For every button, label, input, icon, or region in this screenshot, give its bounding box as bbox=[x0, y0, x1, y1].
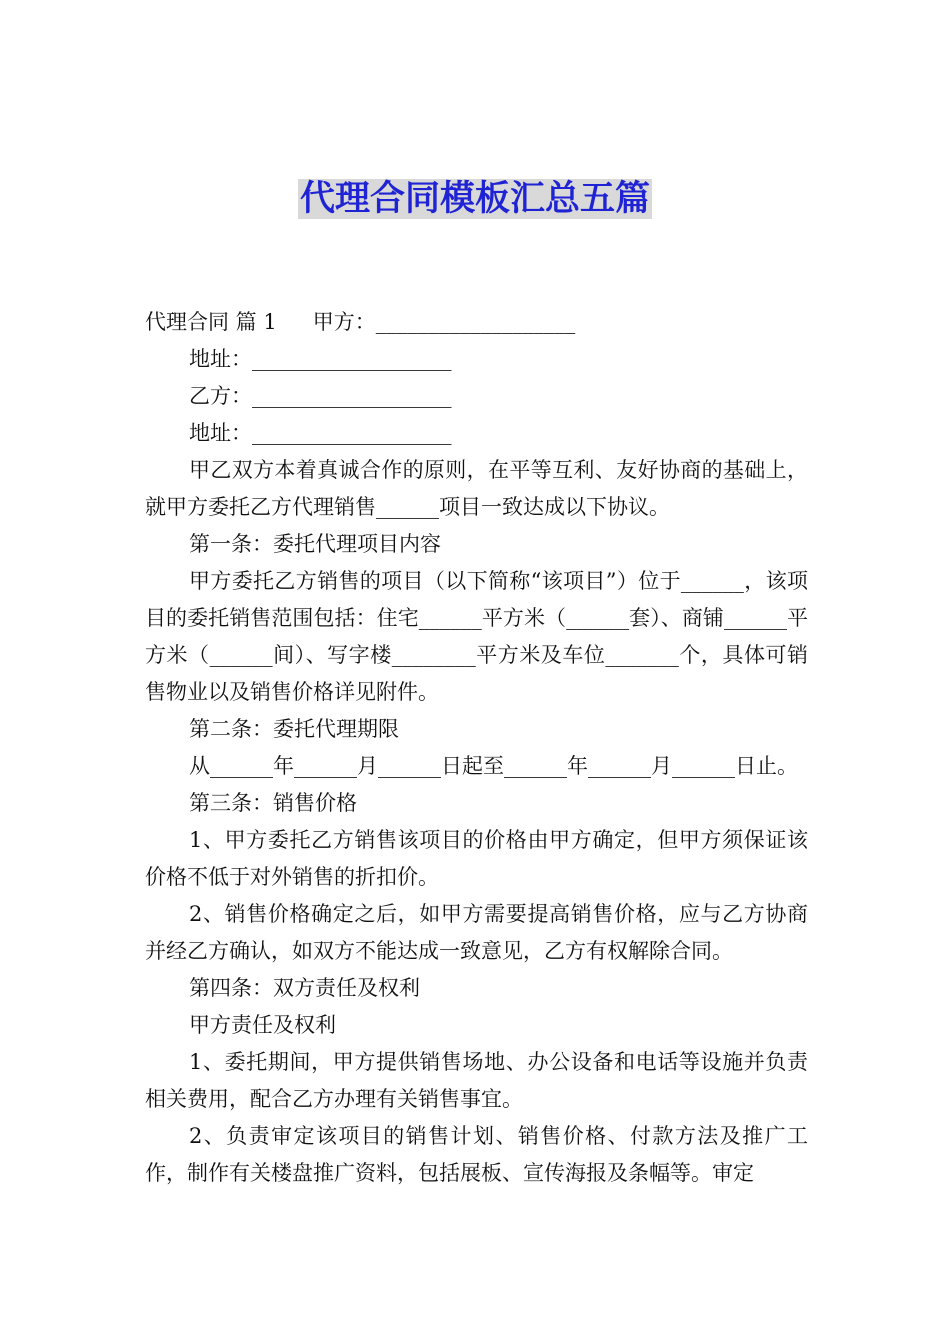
section-label: 代理合同 篇 1 bbox=[145, 310, 277, 334]
document-body bbox=[145, 304, 808, 1192]
address-a-field: 地址：___________________ bbox=[189, 347, 452, 371]
document-title bbox=[0, 176, 950, 222]
paragraph-duty-1: 1、委托期间，甲方提供销售场地、办公设备和电话等设施并负责相关费用，配合乙方办理有关销售事宜。 bbox=[145, 1050, 808, 1111]
paragraph-price-1: 1、甲方委托乙方销售该项目的价格由甲方确定，但甲方须保证该价格不低于对外销售的折扣价。 bbox=[145, 828, 808, 889]
party-a-field: 甲方：___________________ bbox=[312, 310, 576, 334]
document-title-text: 代理合同模板汇总五篇 bbox=[299, 179, 650, 219]
paragraph-duty-2: 2、负责审定该项目的销售计划、销售价格、付款方法及推广工作，制作有关楼盘推广资料，包括展板、宣传海报及条幅等。审定 bbox=[145, 1124, 808, 1185]
paragraph-intro: 甲乙双方本着真诚合作的原则，在平等互利、友好协商的基础上，就甲方委托乙方代理销售______项目一致达成以下协议。 bbox=[145, 458, 808, 519]
paragraph-project-scope: 甲方委托乙方销售的项目（以下简称“该项目”）位于______，该项目的委托销售范围包括：住宅______平方米（______套）、商铺______平方米（______间）、写字楼________平方米及车位_______个，具体可销售物业以及销售价格详见附件。 bbox=[145, 569, 808, 704]
heading-article-3: 第三条：销售价格 bbox=[189, 791, 357, 815]
header-line bbox=[145, 304, 808, 341]
subheading-party-a: 甲方责任及权利 bbox=[189, 1013, 336, 1037]
party-b-field: 乙方：___________________ bbox=[189, 384, 452, 408]
paragraph-price-2: 2、销售价格确定之后，如甲方需要提高销售价格，应与乙方协商并经乙方确认，如双方不能达成一致意见，乙方有权解除合同。 bbox=[145, 902, 808, 963]
heading-article-2: 第二条：委托代理期限 bbox=[189, 717, 399, 741]
heading-article-4: 第四条：双方责任及权利 bbox=[189, 976, 420, 1000]
paragraph-term: 从______年______月______日起至______年______月______日止。 bbox=[189, 754, 798, 778]
address-b-field: 地址：___________________ bbox=[189, 421, 452, 445]
heading-article-1: 第一条：委托代理项目内容 bbox=[189, 532, 441, 556]
